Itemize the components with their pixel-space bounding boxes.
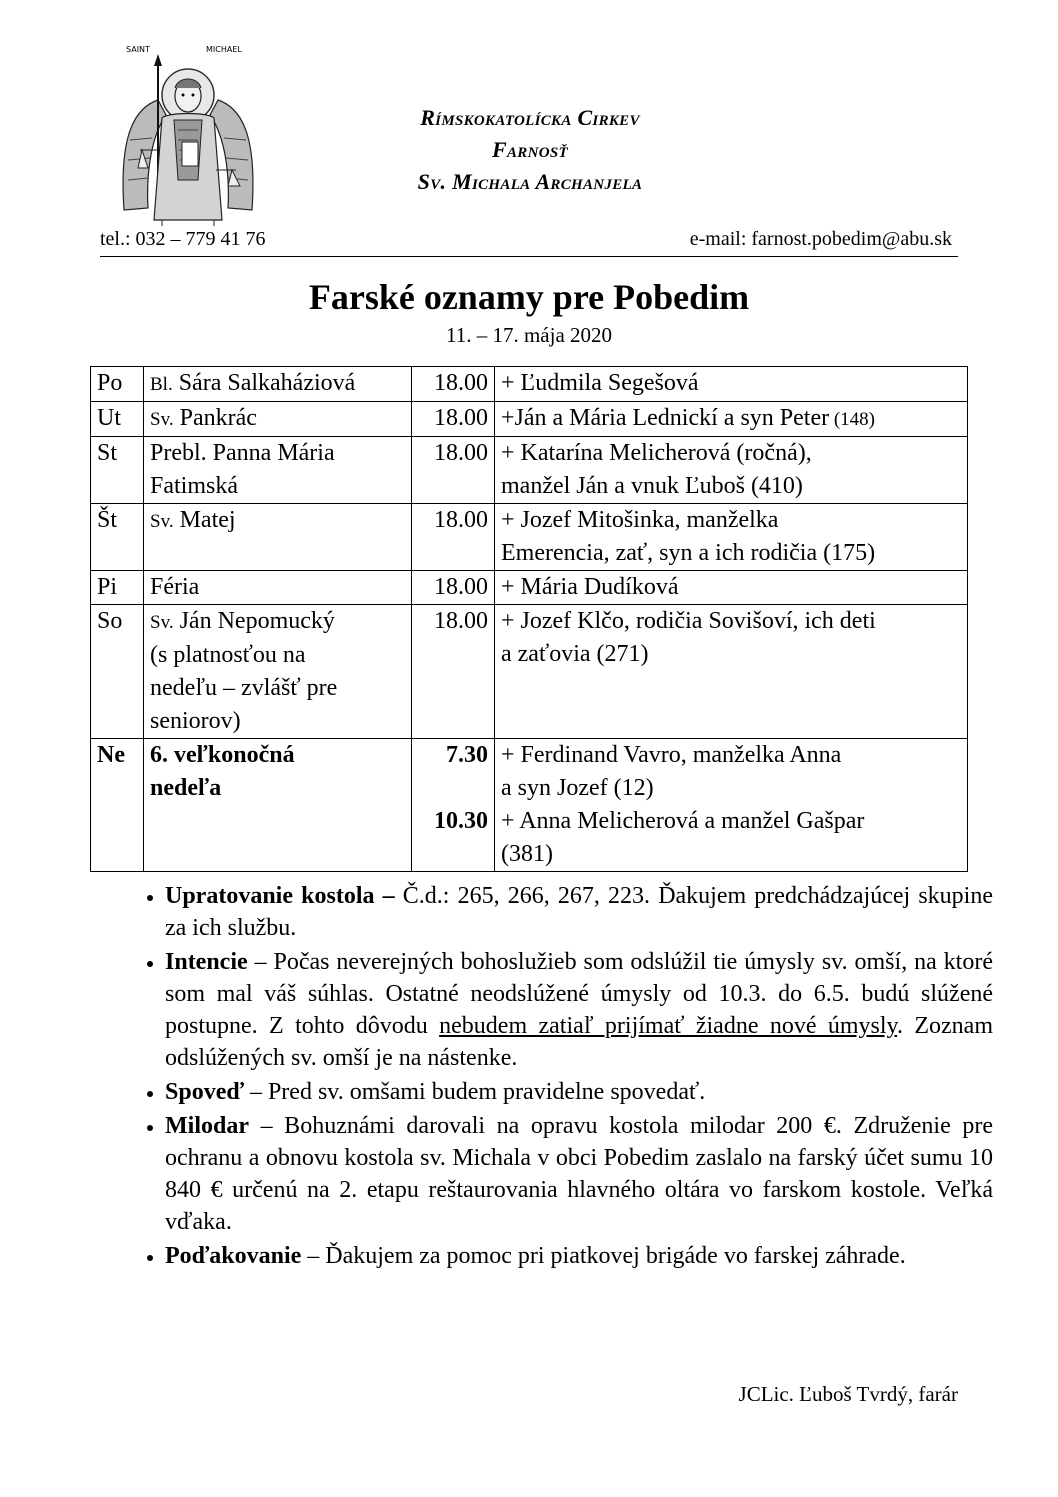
table-row bbox=[91, 739, 968, 872]
list-item: • Upratovanie kostola – Č.d.: 265, 266, 267, 223. Ďakujem predchádzajúcej skupine za ich službu. bbox=[165, 880, 993, 944]
page-title: Farské oznamy pre Pobedim bbox=[308, 277, 750, 317]
org-line-3: Sv. Michala Archanjela bbox=[417, 169, 643, 194]
announcements-list bbox=[130, 880, 993, 1274]
signature: JCLic. Ľuboš Tvrdý, farár bbox=[738, 1382, 958, 1406]
day-cell: Ut bbox=[91, 402, 144, 437]
day-cell: Po bbox=[91, 367, 144, 402]
org-line-2: Farnosť bbox=[492, 137, 568, 162]
table-row bbox=[91, 402, 968, 437]
contact-line bbox=[100, 228, 958, 257]
feast-cell: Sv. Ján Nepomucký (s platnosťou na nedeľu – zvlášť pre seniorov) bbox=[144, 605, 412, 739]
logo-text-right: MICHAEL bbox=[206, 45, 242, 54]
intention-cell: + Ferdinand Vavro, manželka Anna a syn Jozef (12) + Anna Melicherová a manžel Gašpar (381) bbox=[495, 739, 968, 872]
feast-cell: 6. veľkonočná nedeľa bbox=[144, 739, 412, 872]
intention-cell: + Mária Dudíková bbox=[495, 571, 968, 605]
phone-number: tel.: 032 – 779 41 76 bbox=[100, 228, 266, 250]
time-cell: 18.00 bbox=[412, 367, 495, 402]
intention-cell: + Jozef Mitošinka, manželka Emerencia, zať, syn a ich rodičia (175) bbox=[495, 504, 968, 571]
intention-cell: + Katarína Melicherová (ročná), manžel Ján a vnuk Ľuboš (410) bbox=[495, 437, 968, 504]
date-range: 11. – 17. mája 2020 bbox=[445, 323, 613, 347]
table-row bbox=[91, 437, 968, 504]
org-line-1: Rímskokatolícka Cirkev bbox=[420, 105, 640, 130]
day-cell: So bbox=[91, 605, 144, 739]
feast-cell: Féria bbox=[144, 571, 412, 605]
list-item: • Milodar – Bohuznámi darovali na opravu kostola milodar 200 €. Združenie pre ochranu a obnovu kostola sv. Michala v obci Pobedim zaslalo na farský účet sumu 10 840 € určenú na 2. etapu reštaurovania hlavného oltára vo farskom kostole. Veľká vďaka. bbox=[165, 1110, 993, 1238]
feast-cell: Sv. Matej bbox=[144, 504, 412, 571]
email-address: e-mail: farnost.pobedim@abu.sk bbox=[689, 228, 952, 250]
intention-cell: +Ján a Mária Lednickí a syn Peter (148) bbox=[495, 402, 968, 437]
table-row bbox=[91, 605, 968, 739]
time-cell: 7.30 10.30 bbox=[412, 739, 495, 872]
intention-cell: + Ľudmila Segešová bbox=[495, 367, 968, 402]
feast-cell: Sv. Pankrác bbox=[144, 402, 412, 437]
time-cell: 18.00 bbox=[412, 605, 495, 739]
logo-text-left: SAINT bbox=[126, 45, 150, 54]
mass-schedule-table bbox=[90, 366, 968, 872]
feast-cell: Prebl. Panna Mária Fatimská bbox=[144, 437, 412, 504]
list-item: • Intencie – Počas neverejných bohoslužieb som odslúžil tie úmysly sv. omší, na ktoré som mal váš súhlas. Ostatné neodslúžené úmysly od 10.3. do 6.5. budú slúžené postupne. Z tohto dôvodu nebudem zatiaľ prijímať žiadne nové úmysly. Zoznam odslúžených sv. omší je na nástenke. bbox=[165, 946, 993, 1074]
table-row bbox=[91, 571, 968, 605]
day-cell: Pi bbox=[91, 571, 144, 605]
intention-cell: + Jozef Klčo, rodičia Sovišoví, ich deti a zaťovia (271) bbox=[495, 605, 968, 739]
table-row bbox=[91, 367, 968, 402]
feast-cell: Bl. Sára Salkaháziová bbox=[144, 367, 412, 402]
time-cell: 18.00 bbox=[412, 402, 495, 437]
time-cell: 18.00 bbox=[412, 571, 495, 605]
parish-name bbox=[290, 102, 770, 198]
saint-michael-icon bbox=[118, 40, 258, 226]
day-cell: Št bbox=[91, 504, 144, 571]
list-item: • Poďakovanie – Ďakujem za pomoc pri piatkovej brigáde vo farskej záhrade. bbox=[165, 1240, 993, 1272]
time-cell: 18.00 bbox=[412, 437, 495, 504]
day-cell: Ne bbox=[91, 739, 144, 872]
list-item: • Spoveď – Pred sv. omšami budem pravidelne spovedať. bbox=[165, 1076, 993, 1108]
time-cell: 18.00 bbox=[412, 504, 495, 571]
table-row bbox=[91, 504, 968, 571]
day-cell: St bbox=[91, 437, 144, 504]
